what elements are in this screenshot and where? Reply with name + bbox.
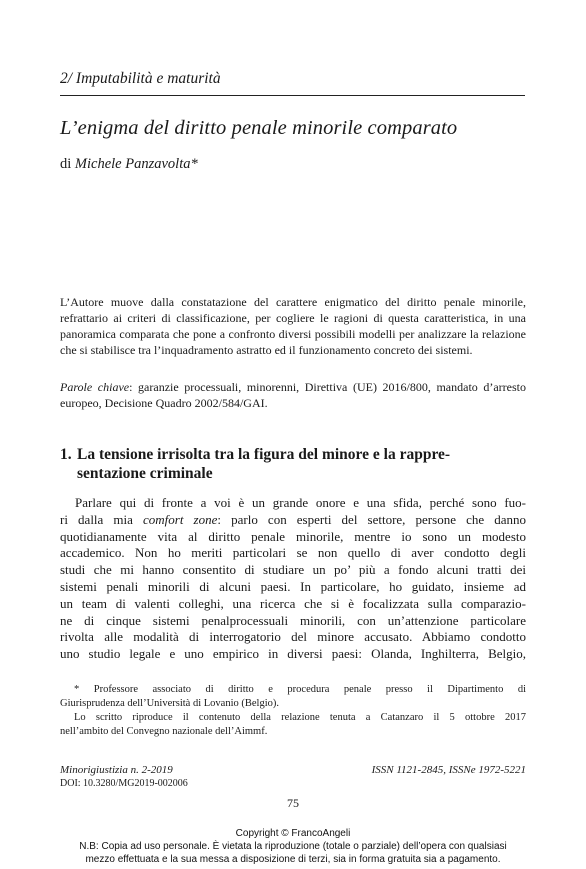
body-line: sistemi penali minorili di alcuni paesi. In particolare, ho guidato, insieme ad bbox=[60, 578, 526, 594]
section-1-heading bbox=[60, 445, 526, 483]
journal-name: Minorigiustizia n. 2-2019 bbox=[60, 764, 173, 776]
body-line: accademico. Non ho meriti particolari se non quello di aver condotto degli bbox=[60, 545, 526, 561]
keywords-text: : garanzie processuali, minorenni, Direttiva (UE) 2016/800, mandato d’arresto europeo, Decisione Quadro 2002/584/GAI. bbox=[60, 380, 527, 410]
body-line-text: : parlo con esperti del settore, persone che danno bbox=[217, 511, 526, 527]
copyright-notice: Copyright © FrancoAngeli bbox=[235, 828, 351, 839]
footnote-line: nell’ambito del Convegno nazionale dell’Aimmf. bbox=[60, 726, 268, 737]
author-prefix: di bbox=[60, 156, 72, 172]
section-1-title-line1: La tensione irrisolta tra la figura del minore e la rappre- bbox=[77, 446, 451, 463]
page-number: 75 bbox=[287, 796, 299, 810]
body-line: ne di cinque sistemi penalprocessuali minorili, con un’attenzione particolare bbox=[60, 612, 526, 628]
body-line: studi che mi hanno consentito di studiare un po’ più a fondo alcuni tratti dei bbox=[60, 562, 526, 578]
body-line bbox=[60, 512, 526, 529]
section-divider bbox=[60, 95, 525, 96]
abstract: L’Autore muove dalla constatazione del carattere enigmatico del diritto penale minorile, refrattario ai criteri di classificazione, per cogliere le ragioni di questa caratteristica, in una panoramica comparata che pone a confronto diversi possibili modelli per analizzare la relazione che si stabilisce tra l’inquadramento astratto ed il funzionamento concreto dei sistemi. bbox=[60, 295, 526, 357]
body-line: uno studio legale e uno empirico in diversi paesi: Olanda, Inghilterra, Belgio, bbox=[60, 646, 526, 662]
issn: ISSN 1121-2845, ISSNe 1972-5221 bbox=[371, 764, 526, 776]
body-italic-phrase: comfort zone bbox=[143, 511, 218, 527]
keywords-label: Parole chiave bbox=[60, 380, 130, 394]
usage-notice bbox=[0, 840, 586, 866]
footnote-source bbox=[60, 711, 526, 739]
body-line: quotidianamente vita al diritto penale minorile, mentre io sono un modesto bbox=[60, 528, 526, 544]
footnote-author bbox=[60, 683, 526, 711]
author-line bbox=[60, 156, 198, 173]
keywords bbox=[60, 379, 526, 411]
usage-notice-line: mezzo effettuata e la sua messa a disposizione di terzi, sia in forma gratuita sia a pagamento. bbox=[85, 854, 501, 865]
footnote-line: * Professore associato di diritto e procedura penale presso il Dipartimento di bbox=[74, 684, 526, 695]
doi: DOI: 10.3280/MG2019-002006 bbox=[60, 778, 188, 789]
usage-notice-line: N.B: Copia ad uso personale. È vietata la riproduzione (totale o parziale) dell’opera con qualsiasi bbox=[79, 841, 507, 852]
body-line-text: ri dalla mia bbox=[60, 511, 144, 527]
body-line: Parlare qui di fronte a voi è un grande onore e una sfida, perché sono fuo- bbox=[75, 495, 526, 510]
footnote-line: Lo scritto riproduce il contenuto della relazione tenuta a Catanzaro il 5 ottobre 2017 bbox=[74, 712, 526, 723]
body-paragraph bbox=[60, 495, 526, 663]
body-line: rivolta alle modalità di interrogatorio del minore accusato. Abbiamo condotto bbox=[60, 629, 526, 645]
footnote-line: Giurisprudenza dell’Università di Lovanio (Belgio). bbox=[60, 698, 279, 709]
article-title: L’enigma del diritto penale minorile comparato bbox=[60, 117, 458, 139]
section-1-title-line2: sentazione criminale bbox=[77, 465, 213, 482]
section-heading: 2/ Imputabilità e maturità bbox=[60, 70, 221, 87]
author-name: Michele Panzavolta* bbox=[74, 156, 198, 172]
body-line: un team di valenti colleghi, una ricerca che si è focalizzata sulla comparazio- bbox=[60, 595, 526, 611]
section-1-number: 1. bbox=[60, 446, 72, 463]
